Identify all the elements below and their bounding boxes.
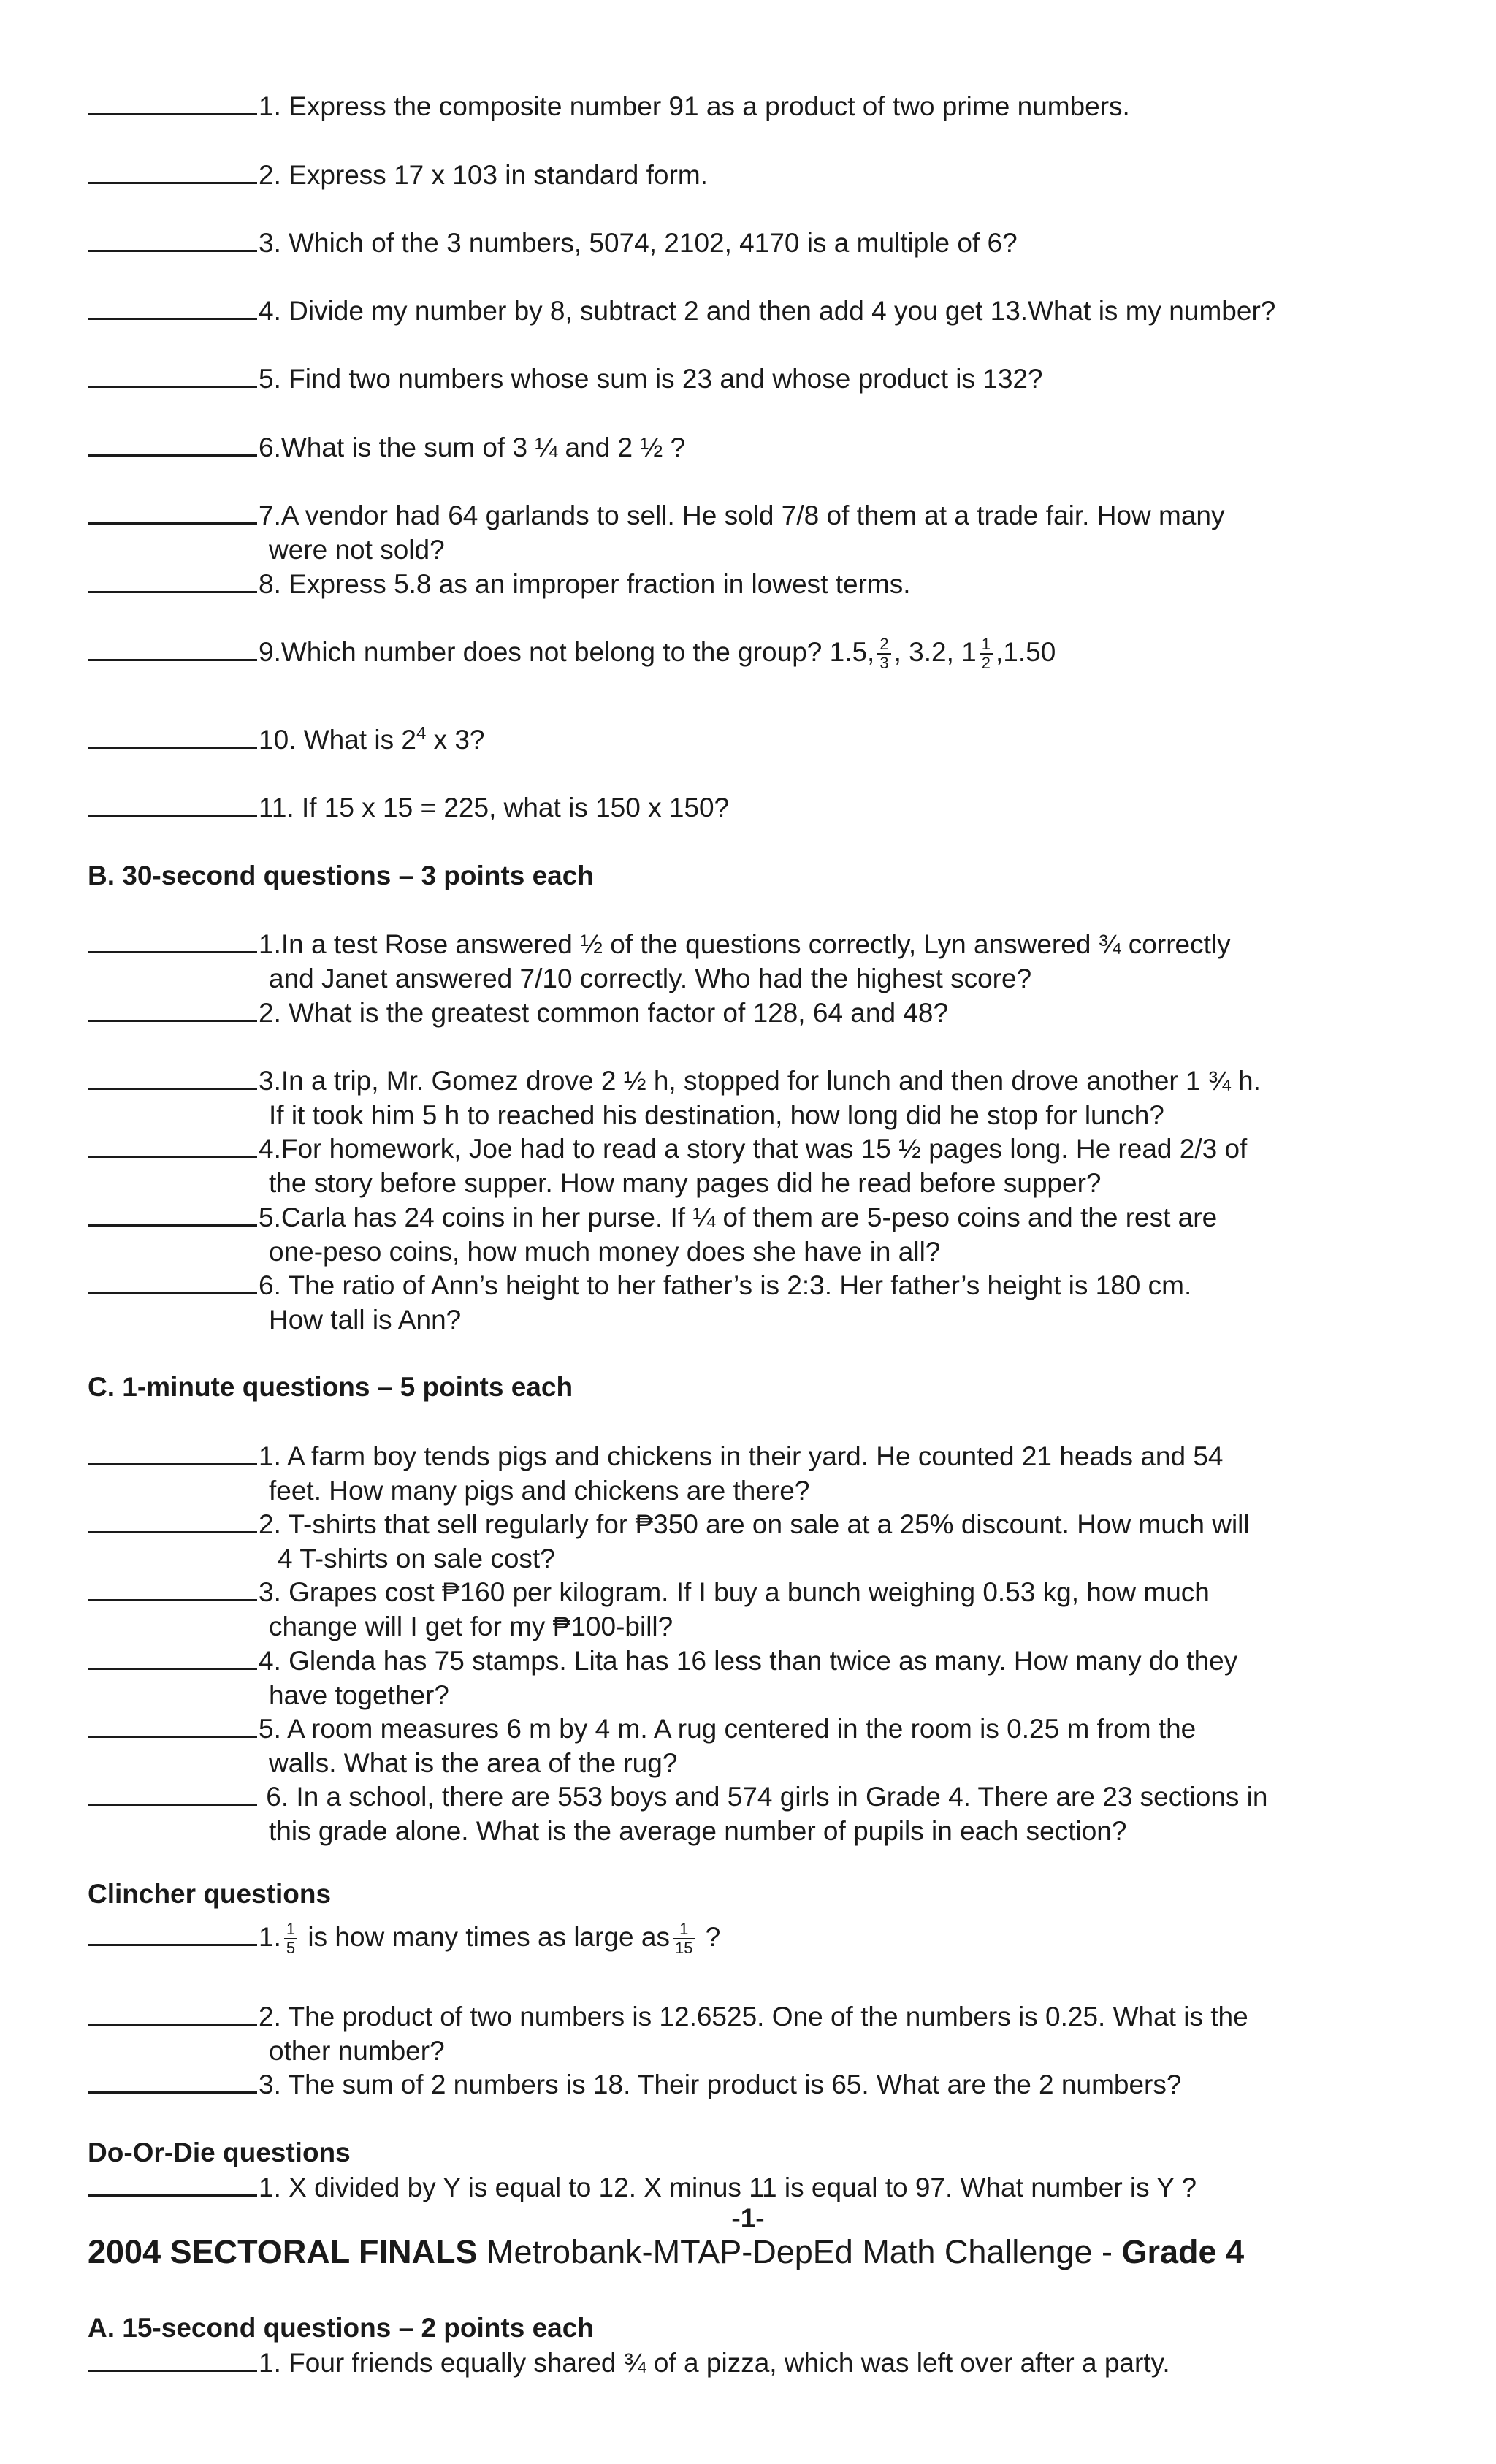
question-a-1 xyxy=(88,2345,1432,2380)
question-text-continued: the story before supper. How many pages did he read before supper? xyxy=(269,1168,1102,1198)
question-text: 5.Carla has 24 coins in her purse. If ¼ of them are 5-peso coins and the rest are xyxy=(259,1202,1218,1232)
question-text: 1.In a test Rose answered ½ of the questions correctly, Lyn answered ¾ correctly xyxy=(259,929,1231,959)
question-a-cont-8 xyxy=(88,566,1432,601)
question-a-cont-4 xyxy=(88,293,1432,328)
question-text: 8. Express 5.8 as an improper fraction in lowest terms. xyxy=(259,569,911,599)
question-c-6 xyxy=(88,1779,1432,1848)
question-text: 2. The product of two numbers is 12.6525. One of the numbers is 0.25. What is the xyxy=(259,2002,1248,2032)
question-text-continued: change will I get for my ₱100-bill? xyxy=(269,1611,673,1641)
question-text-continued: How tall is Ann? xyxy=(269,1305,462,1335)
question-do-or-die-1 xyxy=(88,2170,1432,2205)
answer-blank[interactable] xyxy=(88,157,257,184)
answer-blank[interactable] xyxy=(88,2170,257,2197)
section-heading-clincher: Clincher questions xyxy=(88,1879,332,1909)
question-text: 3. Grapes cost ₱160 per kilogram. If I buy a bunch weighing 0.53 kg, how much xyxy=(259,1577,1210,1607)
document-title xyxy=(88,2232,1244,2273)
question-text: 2. Express 17 x 103 in standard form. xyxy=(259,160,708,190)
question-text: 11. If 15 x 15 = 225, what is 150 x 150? xyxy=(259,793,730,823)
question-text-continued: this grade alone. What is the average number of pupils in each section? xyxy=(269,1816,1127,1846)
question-text-continued: 4 T-shirts on sale cost? xyxy=(278,1544,555,1574)
question-c-3 xyxy=(88,1574,1432,1644)
question-text: 7.A vendor had 64 garlands to sell. He sold 7/8 of them at a trade fair. How many xyxy=(259,500,1225,530)
answer-blank[interactable] xyxy=(88,2345,257,2372)
answer-blank[interactable] xyxy=(88,430,257,457)
question-text: 2. What is the greatest common factor of 128, 64 and 48? xyxy=(259,998,949,1028)
section-heading-a: A. 15-second questions – 2 points each xyxy=(88,2313,594,2343)
question-b-5 xyxy=(88,1199,1432,1269)
question-text: 3. Which of the 3 numbers, 5074, 2102, 4170 is a multiple of 6? xyxy=(259,228,1018,258)
question-text: 1. $\frac{1}{5}$ is how many times as large as $\frac{1}{15}$ ? xyxy=(259,1920,721,1958)
section-heading-b: B. 30-second questions – 3 points each xyxy=(88,861,594,890)
question-b-2 xyxy=(88,995,1432,1030)
question-text: 3.In a trip, Mr. Gomez drove 2 ½ h, stopped for lunch and then drove another 1 ¾ h. xyxy=(259,1066,1261,1096)
question-text: 9.Which number does not belong to the group? 1.5, $\frac{2}{3}$ , 3.2, 1 $\frac{1}{2}$ ,1.50 xyxy=(259,635,1056,673)
answer-blank[interactable] xyxy=(88,2067,257,2094)
title-sponsor: Metrobank-MTAP-DepEd Math Challenge - xyxy=(477,2233,1122,2270)
question-a-cont-2 xyxy=(88,157,1432,192)
question-text-continued: have together? xyxy=(269,1680,449,1710)
question-clincher-1 xyxy=(88,1919,1432,1957)
answer-blank[interactable] xyxy=(88,1643,257,1670)
answer-blank[interactable] xyxy=(88,1131,257,1158)
page-number: -1- xyxy=(731,2203,765,2233)
question-b-1 xyxy=(88,926,1432,996)
question-text: 1. X divided by Y is equal to 12. X minus 11 is equal to 97. What number is Y ? xyxy=(259,2173,1197,2202)
answer-blank[interactable] xyxy=(88,1199,257,1227)
question-a-cont-11 xyxy=(88,790,1432,825)
fraction: $\frac{2}{3}$ xyxy=(877,636,890,672)
answer-blank[interactable] xyxy=(88,1779,257,1806)
answer-blank[interactable] xyxy=(88,722,257,749)
question-text: 6.What is the sum of 3 ¼ and 2 ½ ? xyxy=(259,432,686,462)
question-text: 1. Express the composite number 91 as a product of two prime numbers. xyxy=(259,91,1130,121)
question-b-6 xyxy=(88,1267,1432,1337)
question-a-cont-10 xyxy=(88,722,1432,757)
question-text-continued: If it took him 5 h to reached his destination, how long did he stop for lunch? xyxy=(269,1100,1164,1130)
question-c-4 xyxy=(88,1643,1432,1712)
question-a-cont-6 xyxy=(88,430,1432,465)
question-text: 5. A room measures 6 m by 4 m. A rug centered in the room is 0.25 m from the xyxy=(259,1714,1197,1744)
answer-blank[interactable] xyxy=(88,1438,257,1465)
section-heading-c: C. 1-minute questions – 5 points each xyxy=(88,1372,573,1402)
answer-blank[interactable] xyxy=(88,88,257,115)
title-grade: Grade 4 xyxy=(1121,2233,1245,2270)
answer-blank[interactable] xyxy=(88,790,257,817)
question-text: 2. T-shirts that sell regularly for ₱350 are on sale at a 25% discount. How much will xyxy=(259,1509,1250,1539)
question-text: 10. What is $2^4$ x 3? xyxy=(259,723,485,755)
answer-blank[interactable] xyxy=(88,1919,257,1946)
answer-blank[interactable] xyxy=(88,1999,257,2026)
section-heading-do-or-die: Do-Or-Die questions xyxy=(88,2137,351,2167)
question-text: 4.For homework, Joe had to read a story that was 15 ½ pages long. He read 2/3 of xyxy=(259,1134,1248,1164)
question-b-4 xyxy=(88,1131,1432,1200)
question-text-continued: feet. How many pigs and chickens are there? xyxy=(269,1476,810,1506)
answer-blank[interactable] xyxy=(88,1063,257,1090)
answer-blank[interactable] xyxy=(88,1574,257,1601)
answer-blank[interactable] xyxy=(88,926,257,953)
title-competition: 2004 SECTORAL FINALS xyxy=(88,2233,478,2270)
answer-blank[interactable] xyxy=(88,1711,257,1738)
answer-blank[interactable] xyxy=(88,293,257,320)
question-a-cont-7 xyxy=(88,497,1432,567)
question-text-continued: one-peso coins, how much money does she have in all? xyxy=(269,1237,941,1267)
question-text-continued: and Janet answered 7/10 correctly. Who had the highest score? xyxy=(269,964,1032,993)
question-a-cont-5 xyxy=(88,361,1432,396)
answer-blank[interactable] xyxy=(88,1506,257,1533)
question-text: 4. Glenda has 75 stamps. Lita has 16 less than twice as many. How many do they xyxy=(259,1646,1238,1676)
question-a-cont-1 xyxy=(88,88,1432,123)
answer-blank[interactable] xyxy=(88,995,257,1022)
answer-blank[interactable] xyxy=(88,225,257,252)
question-clincher-2 xyxy=(88,1999,1432,2068)
answer-blank[interactable] xyxy=(88,566,257,593)
question-clincher-3 xyxy=(88,2067,1432,2102)
question-a-cont-9 xyxy=(88,634,1432,672)
answer-blank[interactable] xyxy=(88,1267,257,1294)
question-text: 3. The sum of 2 numbers is 18. Their product is 65. What are the 2 numbers? xyxy=(259,2070,1182,2099)
question-a-cont-3 xyxy=(88,225,1432,260)
question-text: 6. In a school, there are 553 boys and 574 girls in Grade 4. There are 23 sections in xyxy=(259,1782,1268,1812)
answer-blank[interactable] xyxy=(88,497,257,525)
question-text-continued: were not sold? xyxy=(269,535,445,565)
question-text: 1. Four friends equally shared ¾ of a pizza, which was left over after a party. xyxy=(259,2348,1170,2378)
question-text-continued: other number? xyxy=(269,2036,445,2066)
fraction: $\frac{1}{5}$ xyxy=(284,1921,297,1957)
answer-blank[interactable] xyxy=(88,634,257,661)
question-b-3 xyxy=(88,1063,1432,1132)
question-c-2 xyxy=(88,1506,1432,1576)
question-text: 5. Find two numbers whose sum is 23 and whose product is 132? xyxy=(259,364,1043,394)
question-text: 6. The ratio of Ann’s height to her father’s is 2:3. Her father’s height is 180 cm. xyxy=(259,1270,1192,1300)
answer-blank[interactable] xyxy=(88,361,257,388)
question-text-continued: walls. What is the area of the rug? xyxy=(269,1748,678,1778)
question-text: 1. A farm boy tends pigs and chickens in their yard. He counted 21 heads and 54 xyxy=(259,1441,1224,1471)
question-c-5 xyxy=(88,1711,1432,1780)
fraction: $\frac{1}{2}$ xyxy=(980,636,993,672)
question-c-1 xyxy=(88,1438,1432,1508)
fraction: $\frac{1}{15}$ xyxy=(673,1921,695,1957)
question-text: 4. Divide my number by 8, subtract 2 and then add 4 you get 13.What is my number? xyxy=(259,296,1276,326)
